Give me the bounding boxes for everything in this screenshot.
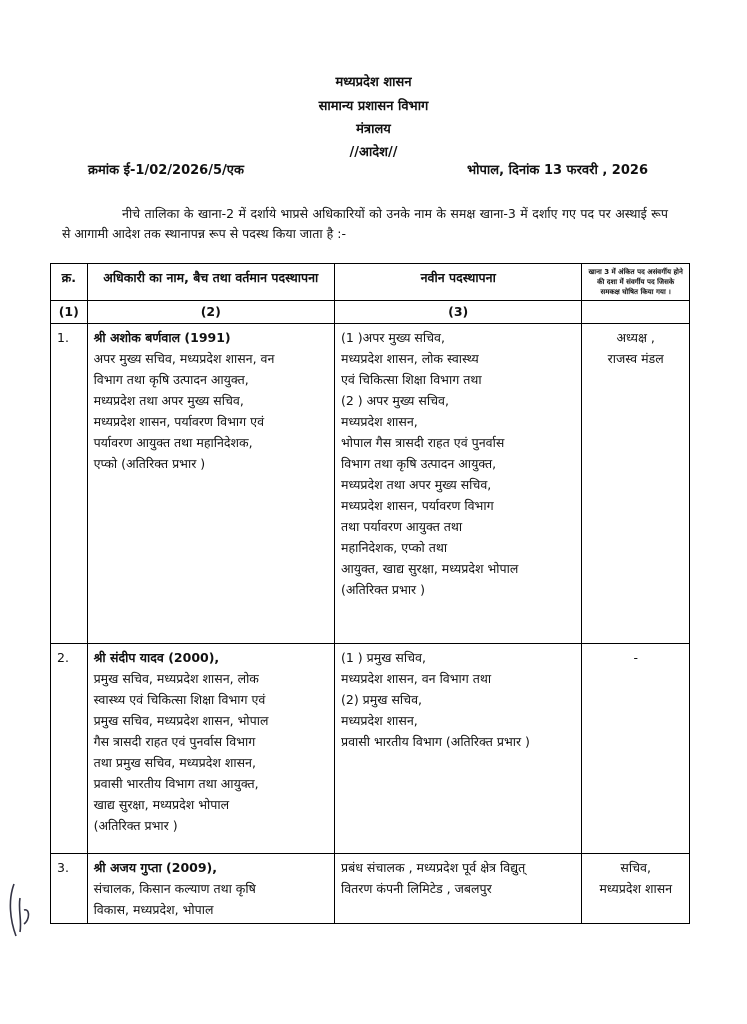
intro-paragraph: [62, 204, 668, 244]
new-posting-line: (2 ) अपर मुख्य सचिव,: [340, 393, 449, 408]
col-number: (1): [51, 301, 88, 324]
reference-line: [88, 160, 648, 178]
header-line-3: मंत्रालय: [356, 122, 391, 137]
new-posting-line: वितरण कंपनी लिमिटेड , जबलपुर: [340, 881, 492, 896]
equivalent-cell: [582, 644, 690, 854]
header-line-1: मध्यप्रदेश शासन: [335, 75, 412, 90]
equivalent-line: अध्यक्ष ,: [616, 330, 655, 345]
new-posting-line: प्रवासी भारतीय विभाग (अतिरिक्त प्रभार ): [340, 734, 530, 749]
order-number: क्रमांक ई-1/02/2026/5/एक: [88, 163, 244, 178]
current-posting-line: (अतिरिक्त प्रभार ): [93, 818, 178, 833]
signature-mark: [6, 880, 34, 940]
new-posting-line: (अतिरिक्त प्रभार ): [340, 582, 426, 597]
table-row: [51, 324, 690, 644]
table-row: [51, 644, 690, 854]
col-number: [582, 301, 690, 324]
officer-cell: [87, 644, 334, 854]
intro-text: नीचे तालिका के खाना-2 में दर्शाये भाप्रसे अधिकारियों को उनके नाम के समक्ष खाना-3 में दर्शाए गए पद पर अस्थाई रूप से आगामी आदेश तक स्थानापन्न रूप से पदस्थ किया जाता है :-: [62, 206, 668, 241]
new-posting-line: महानिदेशक, एप्को तथा: [340, 540, 448, 555]
current-posting-line: स्वास्थ्य एवं चिकित्सा शिक्षा विभाग एवं: [93, 692, 266, 707]
new-posting-line: मध्यप्रदेश शासन, पर्यावरण विभाग: [340, 498, 494, 513]
header-equivalent: खाना 3 में अंकित पद असंवर्गीय होने की दशा में संवर्गीय पद जिसके समकक्ष घोषित किया गया ।: [582, 264, 690, 301]
serial-cell: [51, 644, 88, 854]
current-posting-line: एप्को (अतिरिक्त प्रभार ): [93, 456, 206, 471]
current-posting-line: अपर मुख्य सचिव, मध्यप्रदेश शासन, वन: [93, 351, 275, 366]
current-posting-line: संचालक, किसान कल्याण तथा कृषि: [93, 881, 256, 896]
current-posting-line: प्रमुख सचिव, मध्यप्रदेश शासन, लोक: [93, 671, 259, 686]
officer-name: श्री अशोक बर्णवाल (1991): [93, 330, 231, 345]
new-posting-line: (1 ) प्रमुख सचिव,: [340, 650, 426, 665]
header-line-4: //आदेश//: [349, 145, 398, 160]
order-date: भोपाल, दिनांक 13 फरवरी , 2026: [467, 163, 648, 178]
current-posting-line: प्रवासी भारतीय विभाग तथा आयुक्त,: [93, 776, 259, 791]
serial-cell: [51, 324, 88, 644]
table-row: [51, 854, 690, 924]
new-posting-cell: [334, 854, 581, 924]
current-posting-line: खाद्य सुरक्षा, मध्यप्रदेश भोपाल: [93, 797, 230, 812]
table-header-row: [51, 264, 690, 301]
new-posting-line: मध्यप्रदेश शासन, लोक स्वास्थ्य: [340, 351, 479, 366]
serial-number: 1.: [57, 330, 69, 345]
new-posting-line: (1 )अपर मुख्य सचिव,: [340, 330, 445, 345]
header-officer: अधिकारी का नाम, बैच तथा वर्तमान पदस्थापना: [87, 264, 334, 301]
header-sno: क्र.: [51, 264, 88, 301]
new-posting-line: तथा पर्यावरण आयुक्त तथा: [340, 519, 463, 534]
equivalent-line: सचिव,: [620, 860, 651, 875]
current-posting-line: मध्यप्रदेश शासन, पर्यावरण विभाग एवं: [93, 414, 265, 429]
col-number: (3): [334, 301, 581, 324]
new-posting-cell: [334, 644, 581, 854]
serial-number: 3.: [57, 860, 69, 875]
equivalent-line: मध्यप्रदेश शासन: [599, 881, 673, 896]
officer-cell: [87, 854, 334, 924]
current-posting-line: तथा प्रमुख सचिव, मध्यप्रदेश शासन,: [93, 755, 256, 770]
header-line-2: सामान्य प्रशासन विभाग: [318, 99, 429, 114]
current-posting-line: पर्यावरण आयुक्त तथा महानिदेशक,: [93, 435, 253, 450]
equivalent-line: राजस्व मंडल: [607, 351, 664, 366]
new-posting-line: एवं चिकित्सा शिक्षा विभाग तथा: [340, 372, 482, 387]
new-posting-cell: [334, 324, 581, 644]
col-number: (2): [87, 301, 334, 324]
header-new-posting: नवीन पदस्थापना: [334, 264, 581, 301]
current-posting-line: विभाग तथा कृषि उत्पादन आयुक्त,: [93, 372, 249, 387]
equivalent-cell: [582, 324, 690, 644]
posting-table: [50, 263, 690, 924]
equivalent-line: -: [633, 650, 638, 665]
current-posting-line: गैस त्रासदी राहत एवं पुनर्वास विभाग: [93, 734, 256, 749]
serial-number: 2.: [57, 650, 69, 665]
new-posting-line: मध्यप्रदेश शासन,: [340, 713, 418, 728]
new-posting-line: प्रबंध संचालक , मध्यप्रदेश पूर्व क्षेत्र विद्युत्: [340, 860, 526, 875]
current-posting-line: विकास, मध्यप्रदेश, भोपाल: [93, 902, 214, 917]
new-posting-line: मध्यप्रदेश शासन,: [340, 414, 418, 429]
equivalent-cell: [582, 854, 690, 924]
new-posting-line: (2) प्रमुख सचिव,: [340, 692, 422, 707]
new-posting-line: आयुक्त, खाद्य सुरक्षा, मध्यप्रदेश भोपाल: [340, 561, 519, 576]
current-posting-line: प्रमुख सचिव, मध्यप्रदेश शासन, भोपाल: [93, 713, 269, 728]
new-posting-line: विभाग तथा कृषि उत्पादन आयुक्त,: [340, 456, 497, 471]
serial-cell: [51, 854, 88, 924]
new-posting-line: मध्यप्रदेश तथा अपर मुख्य सचिव,: [340, 477, 492, 492]
column-number-row: [51, 301, 690, 324]
new-posting-line: भोपाल गैस त्रासदी राहत एवं पुनर्वास: [340, 435, 505, 450]
new-posting-line: मध्यप्रदेश शासन, वन विभाग तथा: [340, 671, 492, 686]
officer-cell: [87, 324, 334, 644]
officer-name: श्री अजय गुप्ता (2009),: [93, 860, 217, 875]
officer-name: श्री संदीप यादव (2000),: [93, 650, 220, 665]
current-posting-line: मध्यप्रदेश तथा अपर मुख्य सचिव,: [93, 393, 244, 408]
